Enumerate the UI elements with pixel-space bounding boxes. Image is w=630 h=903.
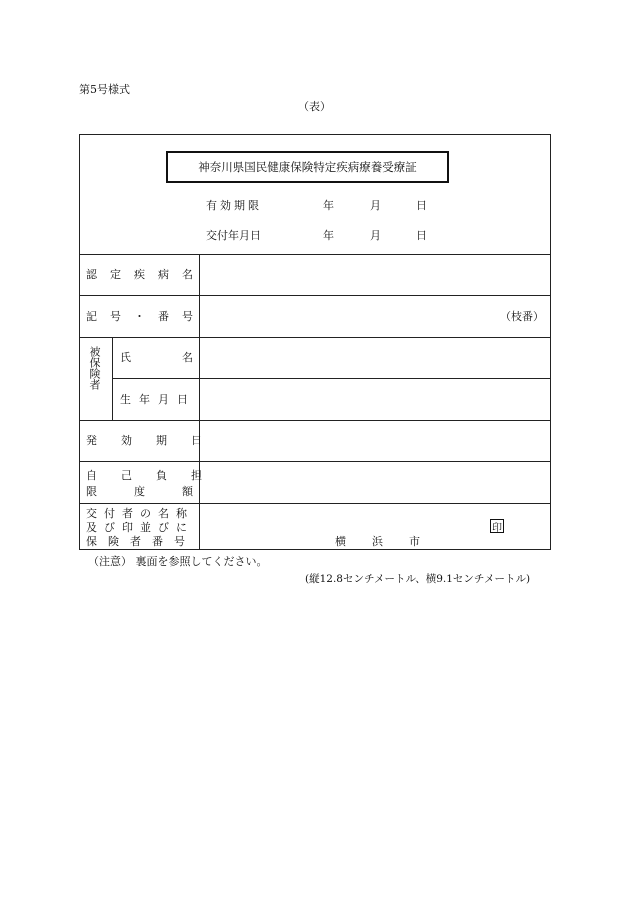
issuer-label-line2: 及び印並びに (86, 521, 194, 534)
row-divider (79, 420, 551, 421)
row-divider (79, 461, 551, 462)
validity-year: 年 (323, 199, 334, 212)
validity-day: 日 (416, 199, 427, 212)
disease-label: 認定疾病名 (86, 268, 206, 281)
validity-month: 月 (370, 199, 381, 212)
insured-label: 被保険者 (88, 346, 101, 390)
validity-label: 有効期限 (206, 199, 262, 212)
row-divider (112, 378, 551, 379)
name-label-text: 氏名 (120, 351, 244, 364)
label-column-divider (199, 254, 200, 550)
issue-date-label: 交付年月日 (206, 229, 261, 242)
seal-mark-text: 印 (492, 522, 502, 534)
branch-number-label: （枝番） (500, 310, 544, 323)
issue-month: 月 (370, 229, 381, 242)
effective-date-label: 発効期日 (86, 434, 226, 447)
birth-date-label: 生年月日 (120, 393, 196, 406)
certificate-title-text: 神奈川県国民健康保険特定疾病療養受療証 (198, 160, 417, 174)
issue-year: 年 (323, 229, 334, 242)
issuer-label-line3: 保険者番号 (86, 535, 196, 548)
row-divider (79, 503, 551, 504)
limit-label-line2: 限度額 (86, 485, 230, 498)
name-label (120, 351, 244, 364)
issuer-label-line1: 交付者の名称 (86, 507, 194, 520)
issue-day: 日 (416, 229, 427, 242)
row-divider (79, 337, 551, 338)
limit-label-line1: 自己負担 (86, 469, 226, 482)
side-label: （表） (298, 100, 331, 113)
row-divider (79, 295, 551, 296)
symbol-number-label: 記号・番号 (86, 310, 206, 323)
insured-column-divider (112, 337, 113, 420)
seal-mark (490, 519, 504, 533)
row-divider (79, 254, 551, 255)
note-text: （注意） 裏面を参照してください。 (88, 555, 268, 568)
size-note: (縦12.8センチメートル、横9.1センチメートル) (305, 573, 531, 585)
city-name: 横浜市 (335, 535, 446, 548)
form-number: 第5号様式 (79, 83, 130, 96)
certificate-title (166, 151, 449, 183)
